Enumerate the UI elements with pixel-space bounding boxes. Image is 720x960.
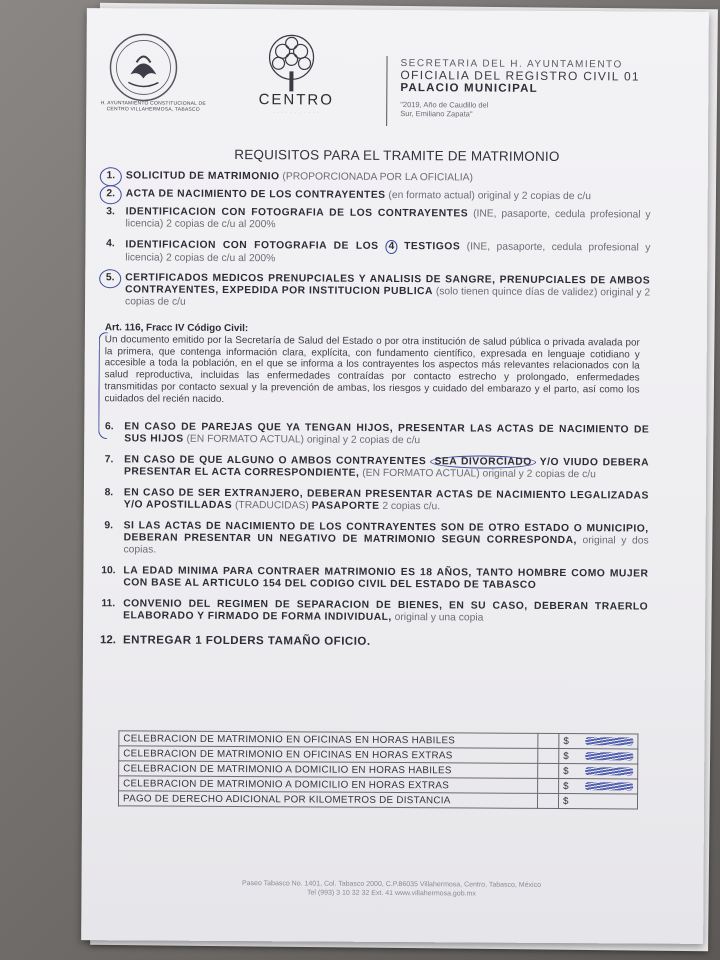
requirement-item (93, 565, 648, 592)
office-line-3: PALACIO MUNICIPAL (400, 82, 538, 95)
fee-amount (559, 764, 638, 779)
footer-contact: Tel (993) 3 10 32 32 Ext. 41 www.villahermosa.gob.mx (306, 889, 476, 898)
logo-subline: · · · · · · · · · · · (272, 109, 320, 115)
item-strong-text: ENTREGAR 1 FOLDERS TAMAÑO OFICIO. (122, 633, 371, 648)
item-strong-text: CONVENIO DEL REGIMEN DE SEPARACION DE BIENES, EN SU CASO, DEBERAN TRAERLO ELABORADO Y FIRMADO DE FORMA INDIVIDUAL, (123, 597, 649, 623)
fee-label: PAGO DE DERECHO ADICIONAL POR KILOMETROS DE DISTANCIA (118, 791, 537, 809)
requirement-item (94, 487, 649, 514)
table-gap-cell (538, 733, 559, 748)
fee-amount (559, 734, 638, 749)
fee-currency: $ (562, 795, 569, 807)
seal-caption: H. AYUNTAMIENTO CONSTITUCIONAL DE CENTRO VILLAHERMOSA, TABASCO (100, 100, 206, 113)
footer-address: Paseo Tabasco No. 1401, Col. Tabasco 2000, C.P.86035 Villahermosa, Centro, Tabasco, México (241, 880, 542, 889)
item-strong-text: ACTA DE NACIMIENTO DE LOS CONTRAYENTES (125, 188, 386, 201)
item-number: 10. (101, 564, 116, 576)
item-number: 6. (104, 420, 114, 432)
fee-label: CELEBRACION DE MATRIMONIO EN OFICINAS EN HORAS EXTRAS (119, 746, 538, 764)
table-gap-cell (538, 778, 559, 793)
crossed-out-amount (585, 767, 633, 775)
item-strong-text: EN CASO DE QUE ALGUNO O AMBOS CONTRAYENTES (124, 453, 431, 467)
item-number: 5. (95, 272, 125, 284)
fee-label: CELEBRACION DE MATRIMONIO A DOMICILIO EN HORAS EXTRAS (119, 776, 538, 794)
requirement-item (96, 188, 651, 203)
item-number: 7. (104, 453, 114, 465)
table-row (118, 791, 637, 809)
item-strong-text: Y/O VIUDO DEBERA PRESENTAR EL ACTA CORRESPONDIENTE, (123, 456, 650, 479)
logo-text: CENTRO (258, 91, 335, 109)
requirement-item (96, 170, 651, 185)
requirement-item (93, 634, 648, 649)
fee-amount (558, 794, 637, 809)
item-light-text: (EN FORMATO ACTUAL) original y 2 copias de c/u (183, 433, 421, 446)
item-strong-text: TESTIGOS (397, 241, 461, 253)
coat-of-arms-seal-icon (108, 32, 178, 102)
crossed-out-amount (585, 752, 633, 760)
item-light-text: (PROPORCIONADA POR LA OFICIALIA) (279, 171, 474, 184)
fee-amount (559, 749, 638, 764)
requirement-item (94, 454, 649, 481)
office-info (400, 58, 700, 120)
office-motto: "2019, Año de Caudillo del Sur, Emiliano Zapata" (400, 100, 489, 119)
item-strong-text: IDENTIFICACION CON FOTOGRAFIA DE LOS (125, 239, 386, 252)
requirement-item (94, 421, 649, 448)
handwritten-oval-text: SEA DIVORCIADO (430, 455, 535, 469)
item-number: 9. (104, 519, 114, 531)
fee-currency: $ (563, 780, 569, 792)
fee-amount (559, 779, 638, 794)
item-light-text: (TRADUCIDAS) (232, 499, 312, 512)
item-number: 2. (96, 188, 126, 200)
requirement-item (95, 272, 650, 311)
requirement-item (93, 598, 648, 625)
fee-label: CELEBRACION DE MATRIMONIO EN OFICINAS EN HORAS HABILES (119, 731, 538, 749)
item-light-text: (INE, pasaporte, cedula profesional y licencia) 2 copias de c/u al 200% (125, 208, 651, 231)
item-light-text: original y dos copias. (123, 534, 649, 556)
table-gap-cell (537, 793, 558, 808)
article-body: Un documento emitido por la Secretaría de Salud del Estado o por otra institución de salud pública o privada avalada por la primera, que contenga información clara, explícita, con fundamento científico, expresada en lenguaje cotidiano y accesible a toda la población, en el que se informa a los contrayentes los aspectos más relevantes relacionados con la salud reproductiva, incluidas las enfermedades contraídas por contacto estrecho y prolongado, enfermedades transmitidas por contacto sexual y la prevención de ambas, los riesgos y cuidado del embarazo y el parto, así como los cuidados del recién nacido. (104, 334, 640, 405)
item-number: 1. (96, 170, 126, 182)
page-title: REQUISITOS PARA EL TRAMITE DE MATRIMONIO (234, 147, 560, 164)
item-number: 12. (99, 633, 117, 646)
item-strong-text: IDENTIFICACION CON FOTOGRAFIA DE LOS CONTRAYENTES (125, 206, 469, 220)
item-number: 4. (106, 238, 115, 250)
item-strong-text: EN CASO DE SER EXTRANJERO, DEBERAN PRESENTAR ACTAS DE NACIMIENTO LEGALIZADAS Y/O APOSTILLADAS (123, 486, 649, 511)
item-strong-text: SI LAS ACTAS DE NACIMIENTO DE LOS CONTRAYENTES SON DE OTRO ESTADO O MUNICIPIO, DEBERAN PRESENTAR UN NEGATIVO DE MATRIMONIO SEGUN CORRESPONDA, (123, 519, 649, 546)
requirement-item (94, 520, 649, 559)
item-light-text: (EN FORMATO ACTUAL) original y 2 copias de c/u (359, 467, 596, 480)
item-number: 11. (101, 597, 116, 609)
crossed-out-amount (585, 782, 633, 790)
fee-label: CELEBRACION DE MATRIMONIO A DOMICILIO EN HORAS HABILES (119, 761, 538, 779)
item-strong-text: PASAPORTE (311, 500, 380, 512)
item-strong-text: SOLICITUD DE MATRIMONIO (125, 170, 280, 183)
office-line-2: OFICIALIA DEL REGISTRO CIVIL 01 (400, 68, 640, 84)
requirement-item (95, 206, 650, 233)
article-title: Art. 116, Fracc IV Código Civil: (104, 322, 249, 335)
item-light-text: (solo tienen quince días de validez) original y 2 copias de c/u (125, 286, 651, 308)
tree-logo-icon (256, 31, 326, 93)
item-number: 3. (106, 206, 115, 218)
item-number: 8. (104, 486, 114, 498)
letterhead (86, 8, 709, 142)
article-quote (104, 322, 639, 408)
header-divider (386, 56, 387, 126)
page-footer (141, 878, 641, 899)
item-strong-text: EN CASO DE PAREJAS QUE YA TENGAN HIJOS, PRESENTAR LAS ACTAS DE NACIMIENTO DE SUS HIJOS (124, 420, 650, 445)
fee-currency: $ (563, 765, 569, 777)
fees-table (118, 730, 638, 809)
item-strong-text: CERTIFICADOS MEDICOS PRENUPCIALES Y ANALISIS DE SANGRE, PRENUPCIALES DE AMBOS CONTRAYENTES, EXPEDIDA POR INSTITUCION PUBLICA (125, 272, 651, 298)
table-gap-cell (538, 763, 559, 778)
fee-currency: $ (563, 735, 570, 747)
document-page (81, 8, 709, 944)
handwritten-circled-number: 4 (385, 240, 397, 254)
fee-currency: $ (563, 750, 570, 762)
item-light-text: (INE, pasaporte, cedula profesional y licencia) 2 copias de c/u al 200% (125, 241, 651, 265)
item-light-text: (en formato actual) original y 2 copias de c/u (385, 189, 592, 203)
item-light-text: 2 copias c/u. (379, 500, 441, 512)
office-line-1: SECRETARIA DEL H. AYUNTAMIENTO (400, 58, 623, 71)
table-gap-cell (538, 748, 559, 763)
item-strong-text: LA EDAD MINIMA PARA CONTRAER MATRIMONIO ES 18 AÑOS, TANTO HOMBRE COMO MUJER CON BASE AL ARTICULO 154 DEL CODIGO CIVIL DEL ESTADO DE TABASCO (123, 564, 649, 591)
requirement-item (95, 238, 650, 267)
item-light-text: original y una copia (391, 611, 484, 624)
crossed-out-amount (585, 737, 633, 745)
requirements-list (93, 170, 651, 649)
